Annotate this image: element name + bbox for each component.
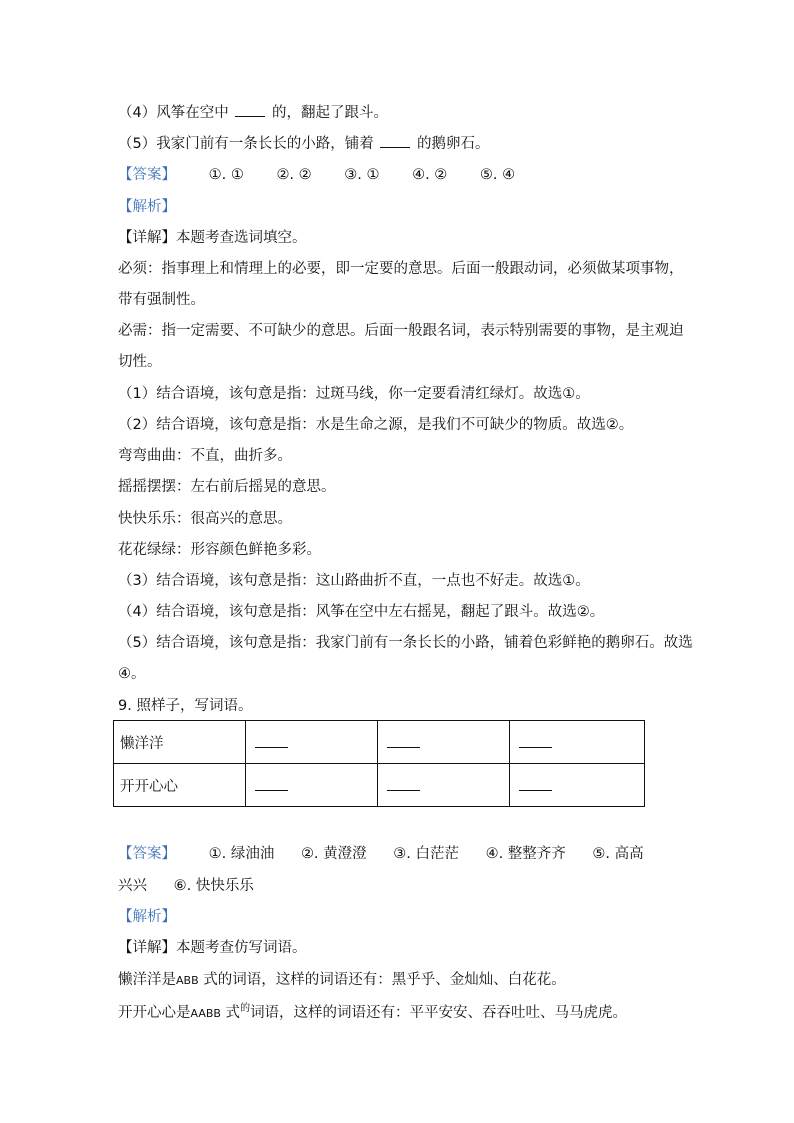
answer-item: 兴兴 [118,878,147,894]
fill-blank [519,733,552,748]
q8-analysis-tag: 【解析】 [118,199,176,215]
fill-blank [235,104,265,117]
answer-item: ③. ① [344,167,380,183]
q9-answer [118,845,644,863]
pattern-abbr: AABB [190,1007,221,1020]
answer-item: ③. 白茫茫 [393,846,459,862]
item-text-post: 的鹅卵石。 [416,136,490,152]
item-text-pre: （4）风筝在空中 [118,105,229,121]
text-segment: 式 [220,1005,241,1021]
q8-item-4 [118,104,388,122]
q9-title: 9. 照样子，写词语。 [118,698,253,714]
paragraph-line: 带有强制性。 [118,292,205,308]
table-cell-blank[interactable] [510,721,645,764]
table-cell-blank[interactable] [246,764,378,807]
text-segment: 懒洋洋是 [118,972,176,988]
paragraph-line: 必需：指一定需要、不可缺少的意思。后面一般跟名词，表示特别需要的事物，是主观迫 [118,323,684,339]
paragraph-line: 花花绿绿：形容颜色鲜艳多彩。 [118,542,321,558]
table-row [114,721,645,764]
q9-explanation-abb [118,971,566,990]
q9-analysis-tag: 【解析】 [118,909,176,925]
fill-blank [387,733,420,748]
answer-item: ①. ① [208,167,244,183]
q8-detail: 【详解】本题考查选词填空。 [118,230,307,246]
paragraph-line: （4）结合语境，该句意是指：风筝在空中左右摇晃，翻起了跟斗。故选②。 [118,604,605,620]
item-text-pre: （5）我家门前有一条长长的小路，铺着 [118,136,374,152]
q9-explanation-aabb [118,1004,627,1024]
text-segment: 开开心心是 [118,1005,191,1021]
table-cell-blank[interactable] [246,721,378,764]
table-cell-blank[interactable] [378,721,510,764]
answer-tag: 【答案】 [118,167,176,183]
answer-item: ⑥. 快快乐乐 [173,878,254,894]
paragraph-line: 快快乐乐：很高兴的意思。 [118,511,292,527]
table-cell-example: 开开心心 [114,764,246,807]
paragraph-line: 摇摇摆摆：左右前后摇晃的意思。 [118,479,336,495]
pattern-abbr: ABB [176,974,199,987]
q9-answer-continued [118,877,254,895]
superscript-char: 的 [240,1003,251,1014]
table-cell-blank[interactable] [378,764,510,807]
answer-item: ②. ② [276,167,312,183]
item-text-post: 的，翻起了跟斗。 [271,105,388,121]
text-segment: 式的词语，这样的词语还有：黑乎乎、金灿灿、白花花。 [198,972,566,988]
answer-item: ①. 绿油油 [208,846,275,862]
answer-item: ④. 整整齐齐 [485,846,566,862]
answer-item: ⑤. ④ [479,167,516,183]
fill-blank [255,733,288,748]
paragraph-line: 切性。 [118,354,162,370]
paragraph-line: 弯弯曲曲：不直，曲折多。 [118,448,292,464]
paragraph-line: 必须：指事理上和情理上的必要，即一定要的意思。后面一般跟动词，必须做某项事物， [118,261,684,277]
answer-item: ⑤. 高高 [592,846,644,862]
fill-blank [380,135,410,148]
table-cell-example: 懒洋洋 [114,721,246,764]
q9-detail: 【详解】本题考查仿写词语。 [118,940,307,956]
paragraph-line: （2）结合语境，该句意是指：水是生命之源，是我们不可缺少的物质。故选②。 [118,417,634,433]
answer-item: ④. ② [412,167,448,183]
table-row [114,764,645,807]
q8-item-5 [118,135,489,153]
q9-table [113,720,645,807]
answer-tag: 【答案】 [118,846,176,862]
fill-blank [519,776,552,791]
paragraph-line: （3）结合语境，该句意是指：这山路曲折不直，一点也不好走。故选①。 [118,573,590,589]
paragraph-line: （1）结合语境，该句意是指：过斑马线，你一定要看清红绿灯。故选①。 [118,386,590,402]
paragraph-line: ④。 [118,666,146,682]
fill-blank [255,776,288,791]
answer-item: ②. 黄澄澄 [300,846,367,862]
paragraph-line: （5）结合语境，该句意是指：我家门前有一条长长的小路，铺着色彩鲜艳的鹅卵石。故选 [118,635,693,651]
text-segment: 词语，这样的词语还有：平平安安、吞吞吐吐、马马虎虎。 [250,1005,628,1021]
table-cell-blank[interactable] [510,764,645,807]
q8-answer [118,166,515,184]
fill-blank [387,776,420,791]
